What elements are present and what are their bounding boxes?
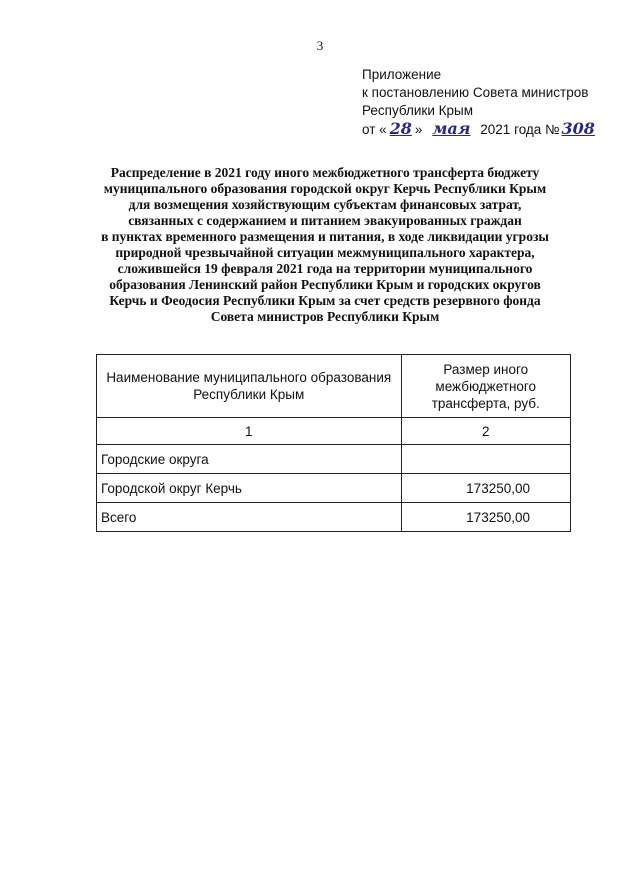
- appendix-date-line: [362, 120, 632, 139]
- row-amount: 173250,00: [401, 474, 571, 503]
- title-line: сложившейся 19 февраля 2021 года на территории муниципального: [117, 261, 533, 276]
- column-number-2: 2: [401, 418, 571, 445]
- row-amount: [401, 445, 571, 474]
- table-row: [97, 474, 571, 503]
- title-line: для возмещения хозяйствующим субъектам финансовых затрат,: [128, 197, 522, 212]
- header-municipality: Наименование муниципального образования Республики Крым: [97, 355, 402, 418]
- title-line: природной чрезвычайной ситуации межмуниципального характера,: [115, 245, 535, 260]
- header-amount: Размер иного межбюджетного трансферта, руб.: [401, 355, 571, 418]
- row-name: Городские округа: [97, 445, 402, 474]
- row-amount: 173250,00: [401, 503, 571, 532]
- handwritten-number: 308: [561, 119, 595, 138]
- date-year-text: 2021 года №: [480, 122, 560, 137]
- column-number-1: 1: [97, 418, 402, 445]
- column-number-row: [97, 418, 571, 445]
- row-name: Городской округ Керчь: [97, 474, 402, 503]
- handwritten-month: мая: [432, 119, 471, 138]
- title-line: в пунктах временного размещения и питания, в ходе ликвидации угрозы: [101, 229, 549, 244]
- row-name: Всего: [97, 503, 402, 532]
- title-line: образования Ленинский район Республики Крым и городских округов: [109, 277, 541, 292]
- date-prefix: от «: [362, 122, 387, 137]
- handwritten-day: 28: [389, 119, 412, 138]
- table-header-row: [97, 355, 571, 418]
- date-mid: »: [414, 122, 423, 137]
- appendix-line-3: Республики Крым: [362, 103, 473, 118]
- title-line: Керчь и Феодосия Республики Крым за счет средств резервного фонда: [109, 293, 541, 308]
- title-line: Совета министров Республики Крым: [210, 309, 440, 324]
- appendix-line-2: к постановлению Совета министров: [362, 85, 589, 100]
- document-title: [90, 165, 560, 325]
- title-line: Распределение в 2021 году иного межбюджетного трансферта бюджету: [110, 165, 540, 180]
- distribution-table: [96, 354, 571, 532]
- appendix-block: [362, 66, 632, 139]
- appendix-line-1: Приложение: [362, 67, 442, 82]
- table-row: [97, 445, 571, 474]
- table-row: [97, 503, 571, 532]
- page-number: 3: [316, 38, 324, 53]
- title-line: связанных с содержанием и питанием эвакуированных граждан: [128, 213, 522, 228]
- title-line: муниципального образования городской округ Керчь Республики Крым: [103, 181, 547, 196]
